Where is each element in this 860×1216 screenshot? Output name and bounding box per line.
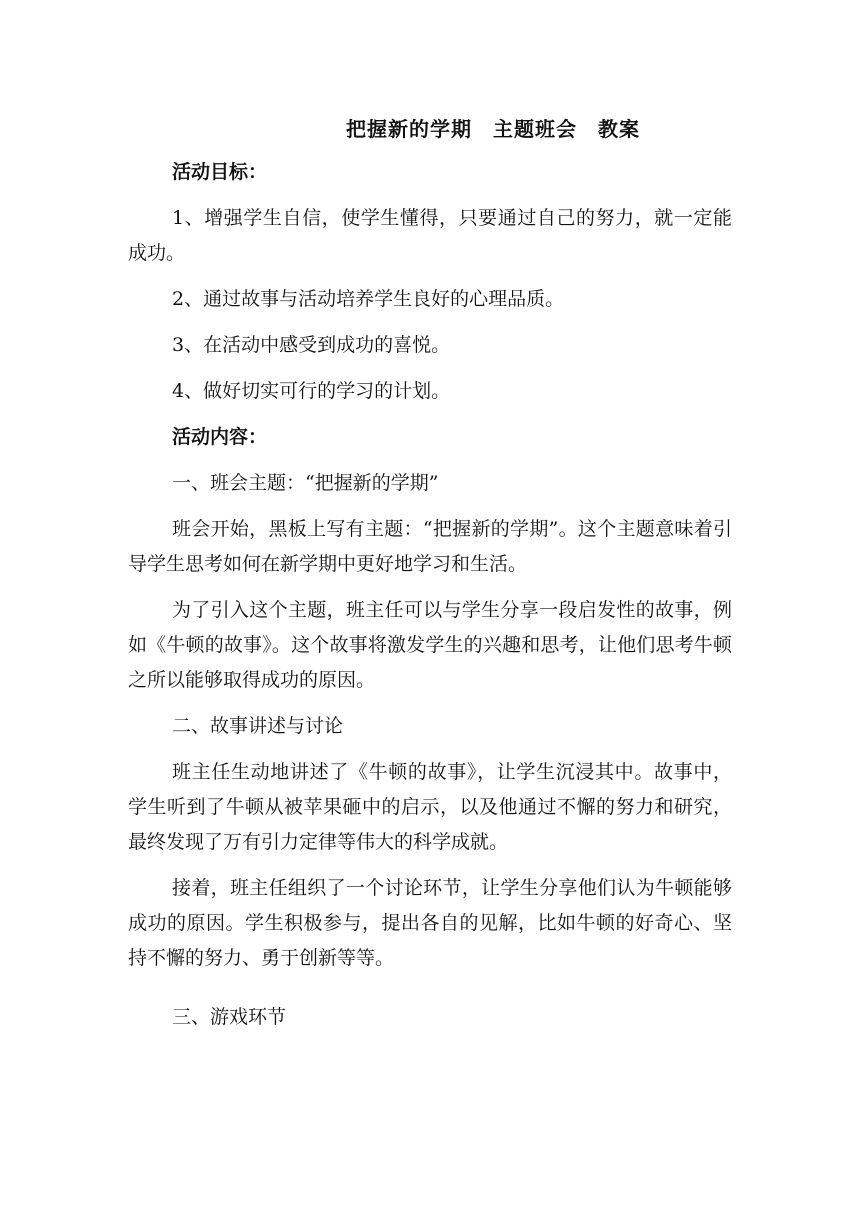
content-paragraph-3: 班主任生动地讲述了《牛顿的故事》，让学生沉浸其中。故事中，学生听到了牛顿从被苹果砸中的启示，以及他通过不懈的努力和研究，最终发现了万有引力定律等伟大的科学成就。 [128,761,732,853]
document-body [128,112,732,1046]
section-heading-content: 活动内容： [172,426,268,448]
content-heading-3: 三、游戏环节 [172,1006,287,1028]
content-paragraph-1: 班会开始，黑板上写有主题：“把握新的学期”。这个主题意味着引导学生思考如何在新学期中更好地学习和生活。 [128,518,732,575]
content-heading-2: 二、故事讲述与讨论 [172,715,344,737]
goal-item-3: 3、在活动中感受到成功的喜悦。 [172,334,451,356]
content-paragraph-4: 接着，班主任组织了一个讨论环节，让学生分享他们认为牛顿能够成功的原因。学生积极参与，提出各自的见解，比如牛顿的好奇心、坚持不懈的努力、勇于创新等等。 [128,877,732,969]
section-heading-goals: 活动目标： [172,161,268,183]
goal-item-1: 1、增强学生自信，使学生懂得，只要通过自己的努力，就一定能成功。 [128,207,732,264]
content-paragraph-2: 为了引入这个主题，班主任可以与学生分享一段启发性的故事，例如《牛顿的故事》。这个故事将激发学生的兴趣和思考，让他们思考牛顿之所以能够取得成功的原因。 [128,599,732,691]
goal-item-2: 2、通过故事与活动培养学生良好的心理品质。 [172,288,565,310]
goal-item-4: 4、做好切实可行的学习的计划。 [172,380,451,402]
document-title: 把握新的学期 主题班会 教案 [346,117,640,141]
content-heading-1: 一、班会主题：“把握新的学期” [172,472,439,494]
